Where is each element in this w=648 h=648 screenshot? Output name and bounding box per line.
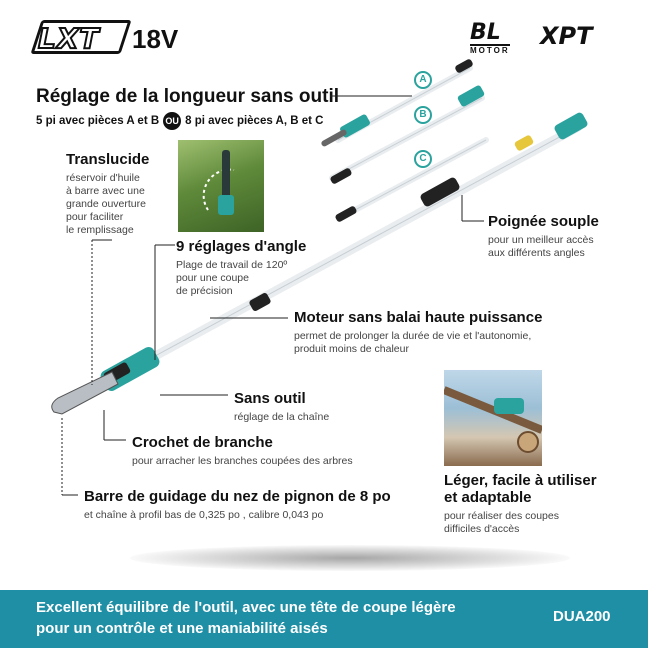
piece-a-badge: A: [414, 71, 432, 89]
leger-title-2: et adaptable: [444, 489, 532, 506]
chain-bar: [52, 372, 118, 414]
angle-arc-icon: [178, 140, 264, 232]
bl-logo: BL: [470, 20, 501, 45]
moteur-desc: permet de prolonger la durée de vie et l'autonomie, produit moins de chaleur: [294, 330, 532, 355]
translucide-title: Translucide: [66, 151, 150, 168]
model-number: DUA200: [553, 608, 611, 625]
piece-c-badge: C: [414, 150, 432, 168]
poignee-desc: pour un meilleur accès aux différents angles: [488, 234, 594, 259]
feature-leger: [444, 472, 597, 536]
piece-a: [320, 58, 474, 147]
bottom-line-1: Excellent équilibre de l'outil, avec une tête de coupe légère: [36, 599, 456, 616]
leger-title-1: Léger, facile à utiliser: [444, 472, 597, 489]
ou-badge: OU: [163, 112, 181, 130]
bl-motor-label: MOTOR: [470, 46, 510, 55]
feature-sans-outil: [234, 390, 329, 424]
piece-b-badge: B: [414, 106, 432, 124]
feature-poignee: [488, 213, 599, 260]
barre-title: Barre de guidage du nez de pignon de 8 po: [84, 488, 391, 505]
angle-photo: [178, 140, 264, 232]
barre-desc: et chaîne à profil bas de 0,325 po , calibre 0,043 po: [84, 509, 324, 521]
xpt-logo: XPT: [540, 22, 593, 50]
feature-barre: [84, 488, 391, 522]
sans-outil-title: Sans outil: [234, 390, 306, 407]
subtitle-part2: 8 pi avec pièces A, B et C: [185, 115, 324, 127]
feature-moteur: [294, 309, 542, 356]
crochet-title: Crochet de branche: [132, 434, 273, 451]
moteur-title: Moteur sans balai haute puissance: [294, 309, 543, 326]
feature-translucide: [66, 151, 149, 237]
feature-angle: [176, 238, 306, 298]
leger-desc: pour réaliser des coupes difficiles d'accès: [444, 510, 559, 535]
bottom-tagline: [36, 597, 456, 639]
angle-desc: Plage de travail de 120º pour une coupe de précision: [176, 259, 288, 297]
piece-c: [334, 140, 486, 223]
lxt-logo: LXT: [38, 22, 100, 55]
sans-outil-desc: réglage de la chaîne: [234, 411, 330, 423]
branch-photo: [444, 370, 542, 466]
voltage-label: 18V: [132, 24, 179, 54]
floor-shadow: [130, 545, 570, 571]
battery-housing: [553, 111, 589, 141]
feature-crochet: [132, 434, 353, 468]
page-title: Réglage de la longueur sans outil: [36, 86, 339, 107]
translucide-desc: réservoir d'huile à barre avec une grande ouverture pour faciliter le remplissage: [66, 172, 146, 236]
subtitle-part1: 5 pi avec pièces A et B: [36, 115, 160, 127]
bottom-line-2: pour un contrôle et une maniabilité aisés: [36, 620, 328, 637]
crochet-desc: pour arracher les branches coupées des arbres: [132, 455, 353, 467]
poignee-title: Poignée souple: [488, 213, 599, 230]
angle-title: 9 réglages d'angle: [176, 238, 307, 255]
